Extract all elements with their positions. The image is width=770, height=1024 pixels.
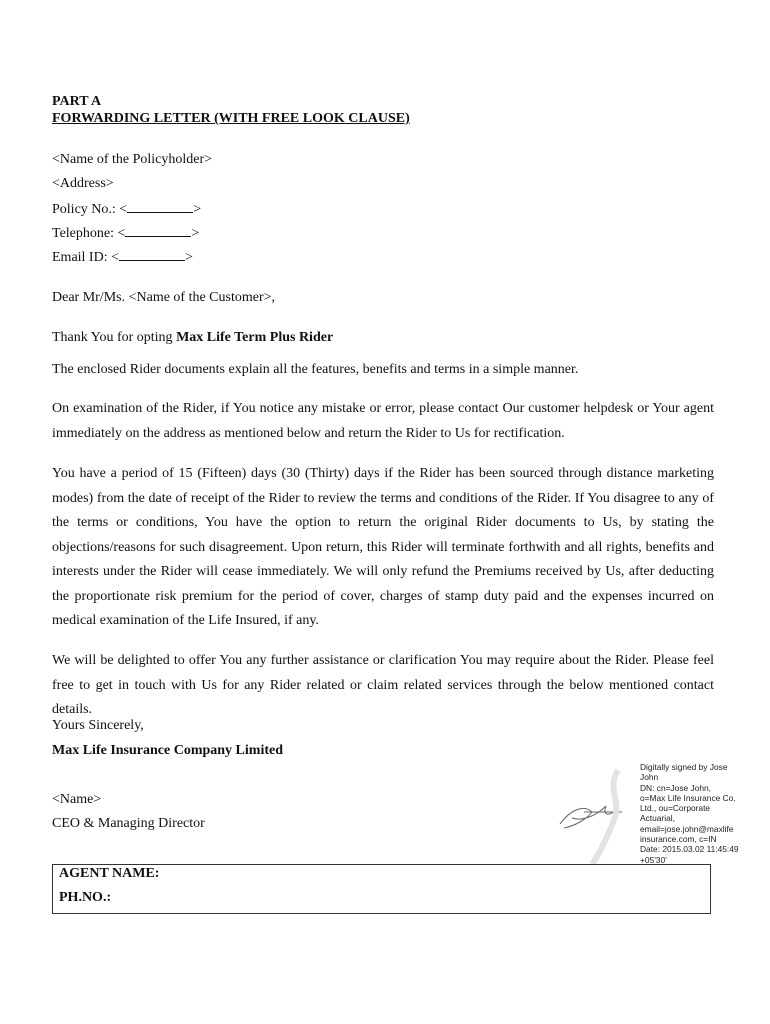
digital-signature-line: Actuarial,: [640, 813, 675, 824]
digital-signature-block: [640, 762, 752, 865]
telephone-suffix: >: [191, 226, 200, 241]
digital-signature-line: John: [640, 772, 659, 783]
email-field: [52, 249, 193, 266]
email-blank: [119, 249, 185, 261]
salutation: Dear Mr/Ms. <Name of the Customer>,: [52, 290, 276, 305]
policyholder-address: <Address>: [52, 176, 114, 191]
policy-number-suffix: >: [193, 202, 202, 217]
digital-signature-line: DN: cn=Jose John,: [640, 782, 711, 793]
handwritten-signature: [540, 760, 640, 870]
part-label: PART A: [52, 94, 102, 109]
email-suffix: >: [185, 250, 193, 265]
email-label: Email ID: <: [52, 250, 119, 265]
agent-name-label: AGENT NAME:: [59, 866, 160, 881]
signer-title: CEO & Managing Director: [52, 816, 205, 831]
digital-signature-line: Digitally signed by Jose: [640, 762, 728, 772]
paragraph-4: We will be delighted to offer You any further assistance or clarification You may require about the Rider. Please feel free to get in touch with Us for any Rider related or claim related services through the below mentioned contact details.: [52, 653, 714, 717]
telephone-blank: [125, 225, 191, 237]
digital-signature-line: Date: 2015.03.02 11:45:49: [640, 844, 739, 855]
product-name: Max Life Term Plus Rider: [176, 330, 334, 345]
digital-signature-line: +05'30': [640, 854, 667, 865]
closing: Yours Sincerely,: [52, 718, 144, 733]
paragraph-2: On examination of the Rider, if You notice any mistake or error, please contact Our customer helpdesk or Your agent immediately on the address as mentioned below and return the Rider to Us for rectification.: [52, 401, 714, 441]
digital-signature-line: o=Max Life Insurance Co.: [640, 792, 736, 803]
phone-number-label: PH.NO.:: [59, 890, 112, 905]
policy-number-blank: [127, 201, 193, 213]
policy-number-field: [52, 201, 201, 218]
digital-signature-line: insurance.com, c=IN: [640, 834, 717, 845]
policy-number-label: Policy No.: <: [52, 202, 128, 217]
company-name: Max Life Insurance Company Limited: [52, 743, 283, 758]
policyholder-name: <Name of the Policyholder>: [52, 152, 213, 167]
digital-signature-line: Ltd., ou=Corporate: [640, 803, 711, 814]
paragraph-3: You have a period of 15 (Fifteen) days (30 (Thirty) days if the Rider has been sourced through distance marketing modes) from the date of receipt of the Rider to review the terms and conditions of the Rider. If You disagree to any of the terms or conditions, You have the option to return the original Rider documents to Us, by stating the objections/reasons for such disagreement. Upon return, this Rider will terminate forthwith and all rights, benefits and interests under the Rider will cease immediately. We will only refund the Premiums received by Us, after deducting the proportionate risk premium for the period of cover, charges of stamp duty paid and the expenses incurred on medical examination of the Life Insured, if any.: [52, 466, 714, 628]
paragraph-1: The enclosed Rider documents explain all the features, benefits and terms in a simple manner.: [52, 362, 579, 377]
telephone-field: [52, 225, 199, 242]
agent-info-box: [52, 864, 711, 914]
thank-you-text: Thank You for opting: [52, 330, 177, 345]
telephone-label: Telephone: <: [52, 226, 126, 241]
thank-you-line: [52, 330, 333, 346]
signer-name: <Name>: [52, 792, 102, 807]
digital-signature-line: email=jose.john@maxlife: [640, 823, 734, 834]
letter-title: FORWARDING LETTER (WITH FREE LOOK CLAUSE): [52, 111, 410, 126]
